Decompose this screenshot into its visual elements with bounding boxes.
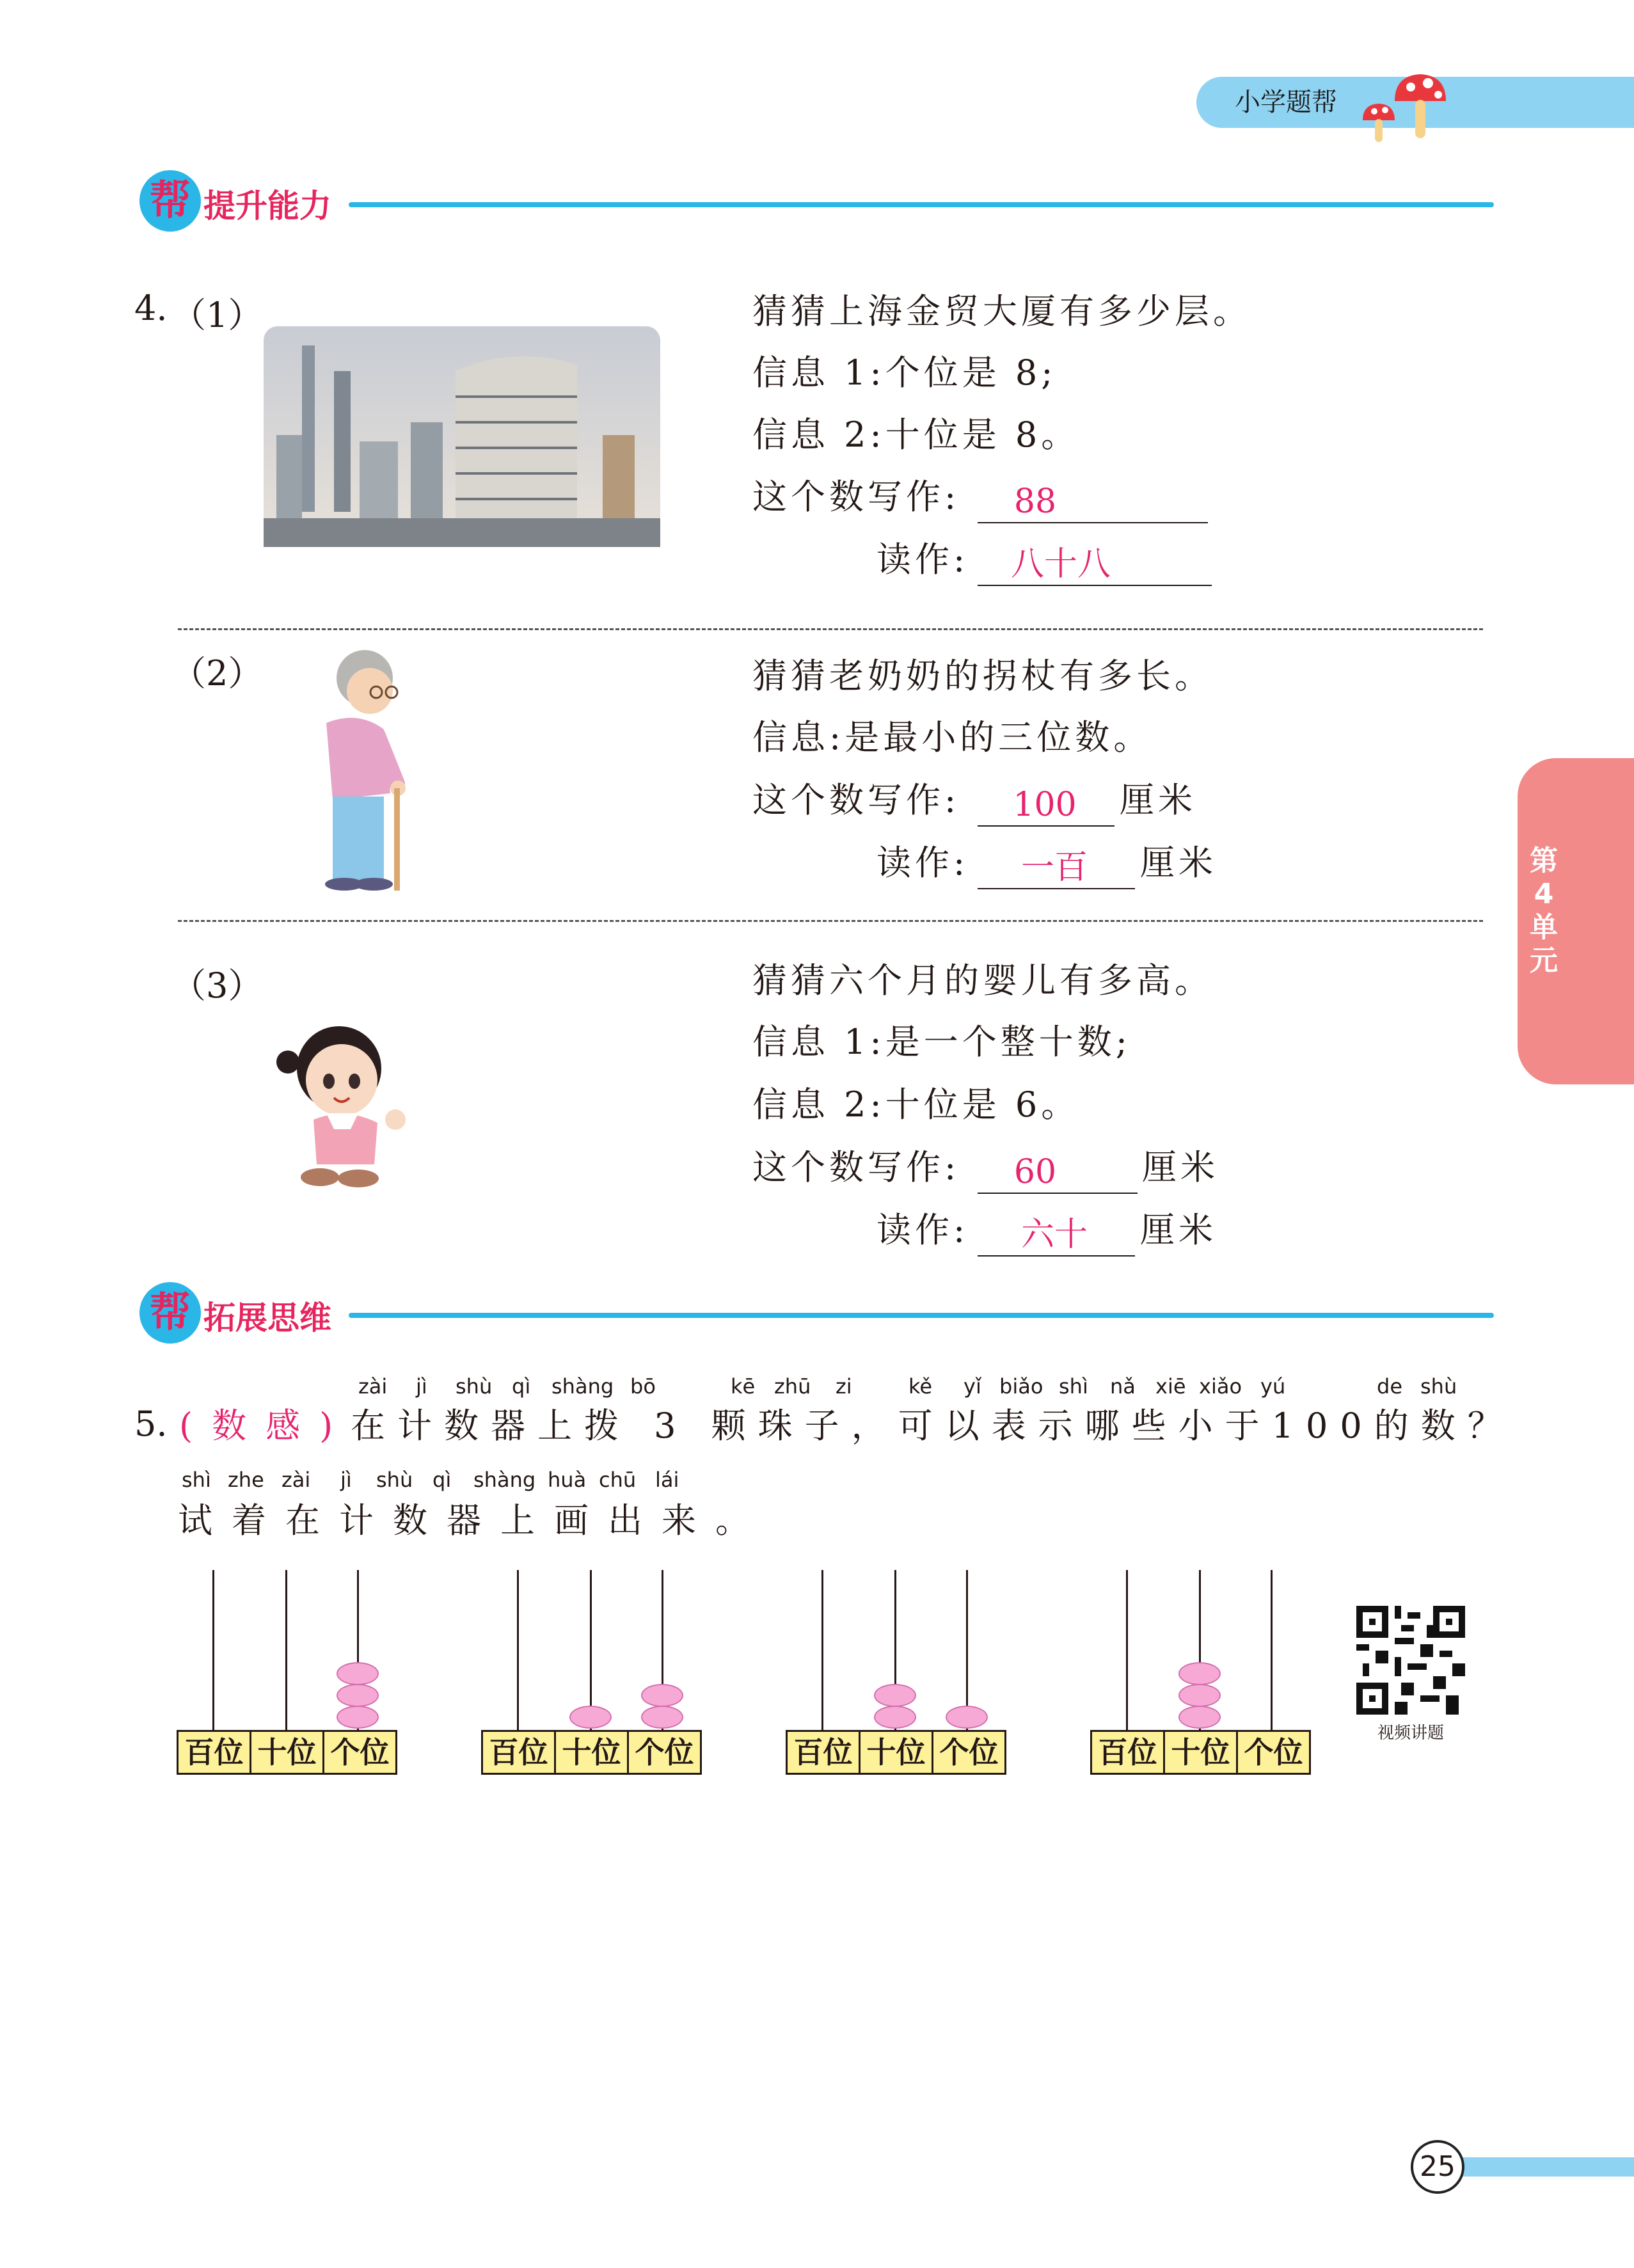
q4-3-title: 猜猜六个月的婴儿有多高。 [752,960,1213,1001]
abacus-bead[interactable] [337,1706,379,1729]
abacus-bead[interactable] [569,1706,612,1729]
q4-2-read-unit: 厘米 [1140,843,1217,883]
page-number: 25 [1411,2140,1464,2194]
abacus-label-hundreds: 百位 [788,1732,861,1773]
part-label: （1） [171,295,263,335]
abacus-base [481,1730,702,1775]
abacus-label-ones: 个位 [1244,1735,1303,1770]
abacus-rod-hundreds [517,1570,519,1730]
abacus-rod-hundreds [1126,1570,1128,1730]
question-number: 5. [134,1404,168,1444]
abacus-base [786,1730,1006,1775]
abacus-base [1090,1730,1311,1775]
baby-illustration [262,1017,416,1190]
unit-tab-label: 第 4 单 元 [1530,845,1558,977]
abacus[interactable] [1090,1570,1311,1770]
page-number-bar [1452,2157,1634,2177]
abacus-label-hundreds: 百位 [178,1732,251,1773]
abacus-label-tens: 十位 [861,1732,933,1773]
q4-2-title: 猜猜老奶奶的拐杖有多长。 [752,656,1213,696]
q4-1-write-label: 这个数写作: [752,477,960,517]
part-label: （2） [171,653,263,694]
abacus-bead[interactable] [946,1706,988,1729]
abacus-label-tens: 十位 [1165,1732,1238,1773]
abacus[interactable] [481,1570,702,1770]
abacus-label-ones: 个位 [939,1735,999,1770]
brand-label: 小学题帮 [1235,88,1337,117]
q4-2-write-answer: 100 [1013,786,1077,824]
q4-1-read-label: 读作: [876,539,969,580]
q4-1-read-answer: 八十八 [1010,545,1111,583]
abacus[interactable] [177,1570,397,1770]
abacus-label-tens: 十位 [251,1732,324,1773]
abacus-bead[interactable] [1178,1662,1221,1685]
q5-line2: 试着在计数器上画出来。 [178,1500,769,1541]
q4-3-info2: 信息 2:十位是 6。 [752,1084,1080,1125]
abacus-rod-tens [285,1570,287,1730]
q4-2-info1: 信息:是最小的三位数。 [752,717,1152,757]
section-badge-char: 帮 [150,177,191,225]
part-label: （3） [171,965,263,1006]
divider [178,920,1483,922]
q4-3-write-unit: 厘米 [1142,1147,1219,1187]
pinyin-row-1: zài jì shù qì shàng bō kē zhū zi kě yǐ biǎo shì nǎ xiē xiǎo yú de shù [358,1374,1457,1399]
qr-code-icon[interactable] [1356,1606,1465,1715]
q4-1-write-answer: 88 [1013,482,1057,521]
abacus-label-ones: 个位 [330,1735,390,1770]
divider [178,628,1483,630]
abacus-bead[interactable] [1178,1706,1221,1729]
abacus-label-hundreds: 百位 [1092,1732,1165,1773]
abacus-rod-hundreds [212,1570,214,1730]
abacus-base [177,1730,397,1775]
q4-2-read-answer: 一百 [1020,848,1088,887]
abacus-label-hundreds: 百位 [483,1732,556,1773]
abacus-label-ones: 个位 [635,1735,694,1770]
mushroom-icon [1356,56,1478,146]
qr-caption: 视频讲题 [1377,1724,1444,1743]
q5-line1: 在计数器上拨 3 颗珠子，可以表示哪些小于100的数？ [351,1406,1514,1446]
abacus-bead[interactable] [874,1706,916,1729]
section-title: 拓展思维 [203,1299,331,1336]
q4-1-info2: 信息 2:十位是 8。 [752,415,1080,455]
q4-3-read-unit: 厘米 [1140,1210,1217,1250]
abacus-bead[interactable] [641,1684,683,1707]
section-divider [349,1313,1494,1318]
abacus-rod-ones [1271,1570,1273,1730]
abacus-bead[interactable] [1178,1684,1221,1707]
q4-3-write-answer: 60 [1013,1153,1057,1191]
section-badge-char: 帮 [150,1289,191,1336]
abacus-bead[interactable] [874,1684,916,1707]
abacus-label-tens: 十位 [556,1732,629,1773]
abacus-rod-hundreds [821,1570,823,1730]
q4-2-write-unit: 厘米 [1120,780,1196,820]
q4-3-write-label: 这个数写作: [752,1147,960,1187]
abacus-bead[interactable] [641,1706,683,1729]
q4-3-read-label: 读作: [876,1210,969,1250]
q5-tag: (数感) [179,1406,353,1446]
q4-3-info1: 信息 1:是一个整十数; [752,1022,1131,1062]
q4-2-write-label: 这个数写作: [752,780,960,820]
abacus-bead[interactable] [337,1662,379,1685]
grandma-illustration [288,640,422,896]
question-number: 4. [134,288,168,328]
section-title: 提升能力 [203,187,331,225]
section-divider [349,202,1494,207]
abacus[interactable] [786,1570,1006,1770]
pinyin-row-2: shì zhe zài jì shù qì shàng huà chū lái [182,1468,679,1492]
q4-1-info1: 信息 1:个位是 8; [752,353,1057,393]
q4-2-read-label: 读作: [876,843,969,883]
q4-3-read-answer: 六十 [1020,1216,1088,1254]
building-photo [264,326,660,547]
q4-1-title: 猜猜上海金贸大厦有多少层。 [752,291,1251,331]
abacus-bead[interactable] [337,1684,379,1707]
